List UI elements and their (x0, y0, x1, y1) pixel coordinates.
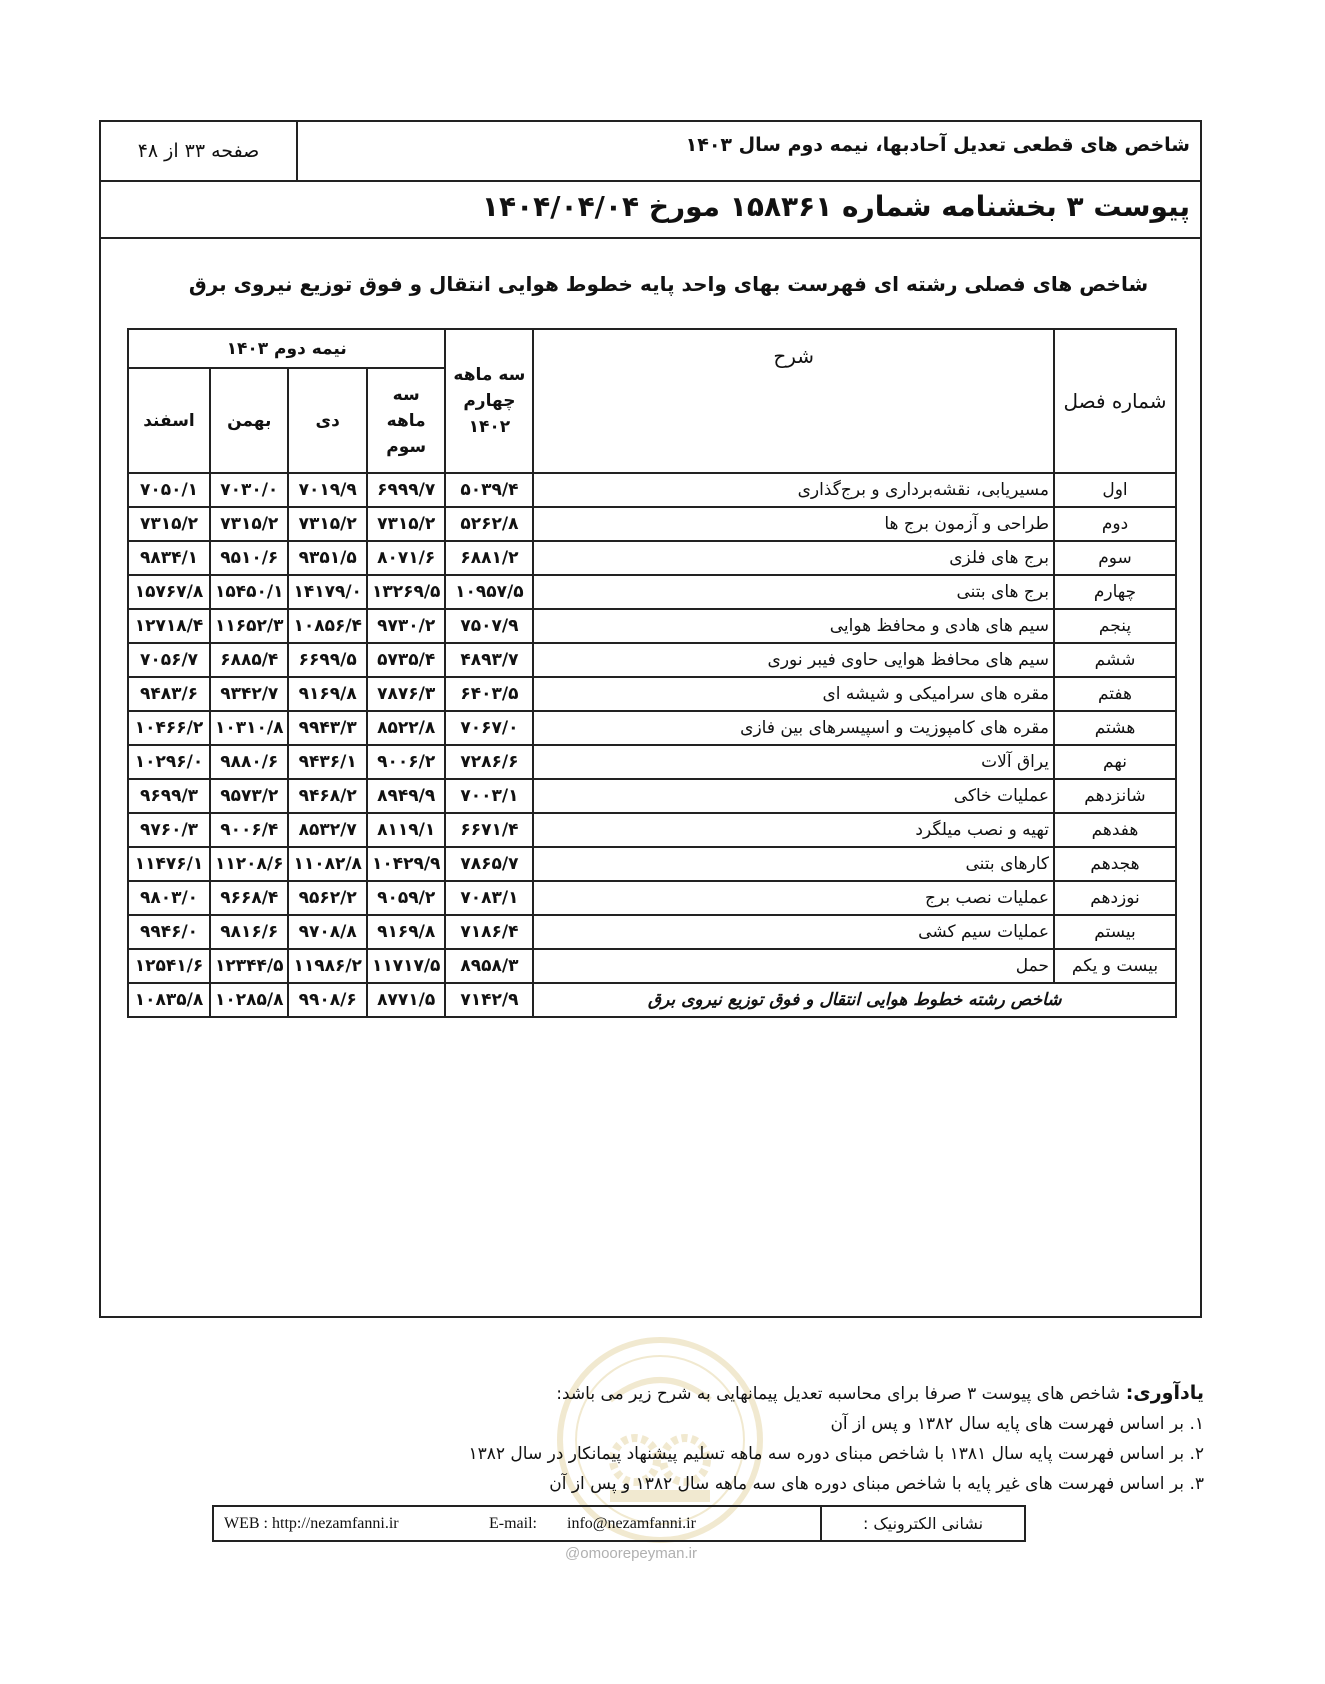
attachment-title: پیوست ۳ بخشنامه شماره ۱۵۸۳۶۱ مورخ ۱۴۰۴/۰۴/۰۴ (481, 190, 1190, 223)
reminder-intro-line (304, 1378, 1204, 1409)
esfand-cell: ۱۲۵۴۱/۶ (128, 949, 210, 983)
table-row (128, 541, 1176, 575)
chapter-cell: اول (1054, 473, 1176, 507)
description-cell: عملیات خاکی (533, 779, 1054, 813)
email-label: E-mail: (489, 1515, 537, 1532)
chapter-cell: بیستم (1054, 915, 1176, 949)
q4-cell: ۵۰۳۹/۴ (445, 473, 533, 507)
description-cell: طراحی و آزمون برج ها (533, 507, 1054, 541)
description-cell: برج های بتنی (533, 575, 1054, 609)
esfand-cell: ۷۰۵۰/۱ (128, 473, 210, 507)
q4-cell: ۷۱۸۶/۴ (445, 915, 533, 949)
table-row (128, 609, 1176, 643)
col-description-header: شرح (533, 329, 1054, 473)
reminder-item: ۳. بر اساس فهرست های غیر پایه با شاخص مبنای دوره های سه ماهه سال ۱۳۸۲ و پس از آن (549, 1474, 1204, 1494)
description-cell: سیم های محافظ هوایی حاوی فیبر نوری (533, 643, 1054, 677)
total-row (128, 983, 1176, 1017)
description-cell: عملیات سیم کشی (533, 915, 1054, 949)
chapter-cell: نهم (1054, 745, 1176, 779)
bahman-cell: ۹۶۶۸/۴ (210, 881, 288, 915)
total-esfand-cell: ۱۰۸۳۵/۸ (128, 983, 210, 1017)
description-cell: یراق آلات (533, 745, 1054, 779)
dey-cell: ۹۳۵۱/۵ (288, 541, 366, 575)
q4-cell: ۷۲۸۶/۶ (445, 745, 533, 779)
chapter-cell: سوم (1054, 541, 1176, 575)
reminder-lead: یادآوری: (1125, 1382, 1204, 1404)
q3-cell: ۸۰۷۱/۶ (367, 541, 445, 575)
table-title-text: شاخص های فصلی رشته ای فهرست بهای واحد پایه خطوط هوایی انتقال و فوق توزیع نیروی برق (188, 272, 1149, 296)
esfand-cell: ۹۶۹۹/۳ (128, 779, 210, 813)
bahman-cell: ۱۰۳۱۰/۸ (210, 711, 288, 745)
esfand-cell: ۹۴۸۳/۶ (128, 677, 210, 711)
esfand-cell: ۷۰۵۶/۷ (128, 643, 210, 677)
table-row (128, 847, 1176, 881)
total-dey-cell: ۹۹۰۸/۶ (288, 983, 366, 1017)
total-q4-cell: ۷۱۴۲/۹ (445, 983, 533, 1017)
description-cell: تهیه و نصب میلگرد (533, 813, 1054, 847)
table-row (128, 711, 1176, 745)
q3-cell: ۸۹۴۹/۹ (367, 779, 445, 813)
reminder-intro: شاخص های پیوست ۳ صرفا برای محاسبه تعدیل پیمانهایی به شرح زیر می باشد: (556, 1384, 1121, 1404)
description-cell: حمل (533, 949, 1054, 983)
q4-cell: ۷۰۸۳/۱ (445, 881, 533, 915)
table-row (128, 779, 1176, 813)
col-esfand-header: اسفند (128, 368, 210, 473)
total-q3-cell: ۸۷۷۱/۵ (367, 983, 445, 1017)
q4-cell: ۷۵۰۷/۹ (445, 609, 533, 643)
esfand-cell: ۱۰۴۶۶/۲ (128, 711, 210, 745)
dey-cell: ۹۷۰۸/۸ (288, 915, 366, 949)
chapter-cell: هجدهم (1054, 847, 1176, 881)
dey-cell: ۹۱۶۹/۸ (288, 677, 366, 711)
table-row (128, 915, 1176, 949)
q3-cell: ۹۱۶۹/۸ (367, 915, 445, 949)
bahman-cell: ۱۱۶۵۲/۳ (210, 609, 288, 643)
q4-cell: ۶۴۰۳/۵ (445, 677, 533, 711)
chapter-cell: هشتم (1054, 711, 1176, 745)
esfand-cell: ۱۲۷۱۸/۴ (128, 609, 210, 643)
chapter-cell: پنجم (1054, 609, 1176, 643)
q3-cell: ۱۳۲۶۹/۵ (367, 575, 445, 609)
q4-cell: ۵۲۶۲/۸ (445, 507, 533, 541)
q3-cell: ۸۵۲۲/۸ (367, 711, 445, 745)
bahman-cell: ۹۵۱۰/۶ (210, 541, 288, 575)
col-bahman-header: بهمن (210, 368, 288, 473)
q3-cell: ۱۱۷۱۷/۵ (367, 949, 445, 983)
table-body (128, 473, 1176, 1017)
table-title (101, 272, 1200, 296)
chapter-cell: هفتم (1054, 677, 1176, 711)
q3-cell: ۷۸۷۶/۳ (367, 677, 445, 711)
esfand-cell: ۹۹۴۶/۰ (128, 915, 210, 949)
q4-cell: ۸۹۵۸/۳ (445, 949, 533, 983)
bahman-cell: ۶۸۸۵/۴ (210, 643, 288, 677)
bahman-cell: ۷۳۱۵/۲ (210, 507, 288, 541)
description-cell: برج های فلزی (533, 541, 1054, 575)
watermark-url: @omoorepeyman.ir (565, 1545, 697, 1562)
table-row (128, 813, 1176, 847)
q4-cell: ۴۸۹۳/۷ (445, 643, 533, 677)
esfand-cell: ۱۰۲۹۶/۰ (128, 745, 210, 779)
description-cell: مقره های سرامیکی و شیشه ای (533, 677, 1054, 711)
dey-cell: ۷۰۱۹/۹ (288, 473, 366, 507)
table-row (128, 473, 1176, 507)
dey-cell: ۹۴۳۶/۱ (288, 745, 366, 779)
q3-cell: ۹۰۵۹/۲ (367, 881, 445, 915)
bahman-cell: ۹۳۴۲/۷ (210, 677, 288, 711)
website-link[interactable]: WEB : http://nezamfanni.ir (224, 1515, 399, 1532)
dey-cell: ۱۱۹۸۶/۲ (288, 949, 366, 983)
bahman-cell: ۹۰۰۶/۴ (210, 813, 288, 847)
q3-cell: ۱۰۴۲۹/۹ (367, 847, 445, 881)
dey-cell: ۹۴۶۸/۲ (288, 779, 366, 813)
q3-cell: ۷۳۱۵/۲ (367, 507, 445, 541)
bahman-cell: ۱۵۴۵۰/۱ (210, 575, 288, 609)
q4-cell: ۷۰۶۷/۰ (445, 711, 533, 745)
col-half-header: نیمه دوم ۱۴۰۳ (128, 329, 445, 368)
header-title: شاخص های قطعی تعدیل آحادبها، نیمه دوم سال ۱۴۰۳ (685, 134, 1190, 156)
index-table (127, 328, 1177, 1018)
attachment-row (101, 182, 1200, 239)
dey-cell: ۱۴۱۷۹/۰ (288, 575, 366, 609)
contact-box (212, 1505, 1026, 1542)
q4-cell: ۷۸۶۵/۷ (445, 847, 533, 881)
esfand-cell: ۱۵۷۶۷/۸ (128, 575, 210, 609)
chapter-cell: ششم (1054, 643, 1176, 677)
esfand-cell: ۹۸۳۴/۱ (128, 541, 210, 575)
total-label-cell: شاخص رشته خطوط هوایی انتقال و فوق توزیع نیروی برق (533, 983, 1176, 1017)
bahman-cell: ۹۸۸۰/۶ (210, 745, 288, 779)
q3-cell: ۵۷۳۵/۴ (367, 643, 445, 677)
reminder-item: ۱. بر اساس فهرست های پایه سال ۱۳۸۲ و پس از آن (830, 1414, 1204, 1434)
table-row (128, 643, 1176, 677)
dey-cell: ۸۵۳۲/۷ (288, 813, 366, 847)
reminder-section (304, 1378, 1204, 1499)
table-row (128, 507, 1176, 541)
description-cell: مقره های کامپوزیت و اسپیسرهای بین فازی (533, 711, 1054, 745)
bahman-cell: ۱۲۳۴۴/۵ (210, 949, 288, 983)
dey-cell: ۹۹۴۳/۳ (288, 711, 366, 745)
total-bahman-cell: ۱۰۲۸۵/۸ (210, 983, 288, 1017)
table-row (128, 677, 1176, 711)
email-link[interactable]: info@nezamfanni.ir (567, 1515, 696, 1532)
esfand-cell: ۷۳۱۵/۲ (128, 507, 210, 541)
chapter-cell: چهارم (1054, 575, 1176, 609)
bahman-cell: ۹۵۷۳/۲ (210, 779, 288, 813)
chapter-cell: هفدهم (1054, 813, 1176, 847)
chapter-cell: بیست و یکم (1054, 949, 1176, 983)
description-cell: کارهای بتنی (533, 847, 1054, 881)
chapter-cell: دوم (1054, 507, 1176, 541)
dey-cell: ۷۳۱۵/۲ (288, 507, 366, 541)
table-row (128, 949, 1176, 983)
q4-cell: ۱۰۹۵۷/۵ (445, 575, 533, 609)
q3-cell: ۹۷۳۰/۲ (367, 609, 445, 643)
chapter-cell: شانزدهم (1054, 779, 1176, 813)
bahman-cell: ۷۰۳۰/۰ (210, 473, 288, 507)
dey-cell: ۶۶۹۹/۵ (288, 643, 366, 677)
bahman-cell: ۱۱۲۰۸/۶ (210, 847, 288, 881)
q4-cell: ۶۸۸۱/۲ (445, 541, 533, 575)
q3-cell: ۹۰۰۶/۲ (367, 745, 445, 779)
dey-cell: ۹۵۶۲/۲ (288, 881, 366, 915)
col-q3-header: سه ماهه سوم (367, 368, 445, 473)
esfand-cell: ۱۱۴۷۶/۱ (128, 847, 210, 881)
table-row (128, 881, 1176, 915)
table-row (128, 575, 1176, 609)
col-q4-1402-header: سه ماهه چهارم ۱۴۰۲ (445, 329, 533, 473)
dey-cell: ۱۱۰۸۲/۸ (288, 847, 366, 881)
col-dey-header: دی (288, 368, 366, 473)
esfand-cell: ۹۸۰۳/۰ (128, 881, 210, 915)
table-row (128, 745, 1176, 779)
page-number: صفحه ۳۳ از ۴۸ (101, 122, 298, 180)
q3-cell: ۶۹۹۹/۷ (367, 473, 445, 507)
reminder-item: ۲. بر اساس فهرست پایه سال ۱۳۸۱ با شاخص مبنای دوره سه ماهه تسلیم پیشنهاد پیمانکار در سال ۱۳۸۲ (468, 1444, 1204, 1464)
q3-cell: ۸۱۱۹/۱ (367, 813, 445, 847)
contact-label: نشانی الکترونیک : (820, 1507, 1024, 1540)
description-cell: سیم های هادی و محافظ هوایی (533, 609, 1054, 643)
chapter-cell: نوزدهم (1054, 881, 1176, 915)
col-chapter-header: شماره فصل (1054, 329, 1176, 473)
description-cell: مسیریابی، نقشه‌برداری و برج‌گذاری (533, 473, 1054, 507)
q4-cell: ۷۰۰۳/۱ (445, 779, 533, 813)
esfand-cell: ۹۷۶۰/۳ (128, 813, 210, 847)
document-frame (99, 120, 1202, 1318)
header-row (101, 122, 1200, 182)
description-cell: عملیات نصب برج (533, 881, 1054, 915)
bahman-cell: ۹۸۱۶/۶ (210, 915, 288, 949)
q4-cell: ۶۶۷۱/۴ (445, 813, 533, 847)
dey-cell: ۱۰۸۵۶/۴ (288, 609, 366, 643)
